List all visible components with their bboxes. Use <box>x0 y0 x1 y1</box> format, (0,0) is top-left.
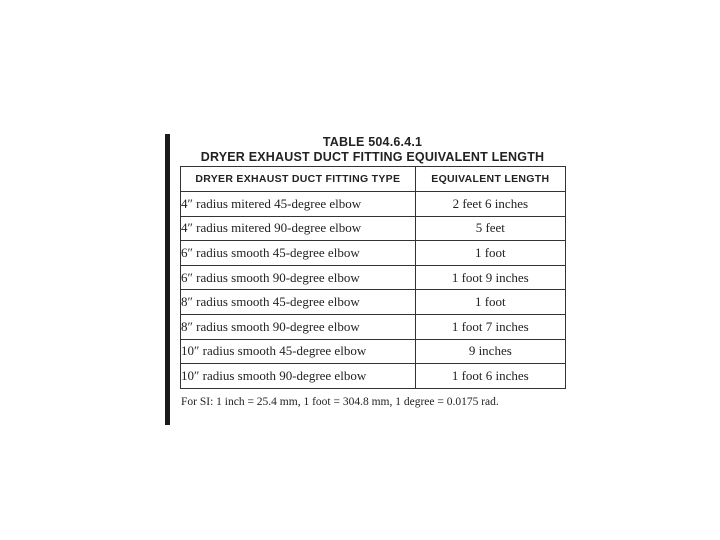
fitting-type-cell: 4″ radius mitered 90-degree elbow <box>181 216 416 241</box>
equivalent-length-cell: 2 feet 6 inches <box>415 192 565 217</box>
fitting-length-table <box>180 166 566 389</box>
table-title: DRYER EXHAUST DUCT FITTING EQUIVALENT LENGTH <box>200 150 545 164</box>
equivalent-length-cell: 1 foot 9 inches <box>415 265 565 290</box>
fitting-type-cell: 10″ radius smooth 45-degree elbow <box>181 339 416 364</box>
equivalent-length-cell: 9 inches <box>415 339 565 364</box>
table-row <box>181 265 566 290</box>
margin-bar <box>165 134 170 425</box>
header-row <box>181 167 566 192</box>
table-title-block <box>180 135 565 165</box>
equivalent-length-cell: 1 foot <box>415 241 565 266</box>
header-equivalent-length: EQUIVALENT LENGTH <box>415 167 565 192</box>
fitting-type-cell: 10″ radius smooth 90-degree elbow <box>181 364 416 389</box>
fitting-type-cell: 8″ radius smooth 45-degree elbow <box>181 290 416 315</box>
header-fitting-type: DRYER EXHAUST DUCT FITTING TYPE <box>181 167 416 192</box>
fitting-type-cell: 6″ radius smooth 90-degree elbow <box>181 265 416 290</box>
table-row <box>181 241 566 266</box>
fitting-type-cell: 4″ radius mitered 45-degree elbow <box>181 192 416 217</box>
table-row <box>181 216 566 241</box>
table-row <box>181 314 566 339</box>
table-row <box>181 290 566 315</box>
equivalent-length-cell: 1 foot <box>415 290 565 315</box>
equivalent-length-cell: 5 feet <box>415 216 565 241</box>
equivalent-length-cell: 1 foot 6 inches <box>415 364 565 389</box>
equivalent-length-cell: 1 foot 7 inches <box>415 314 565 339</box>
table-row <box>181 192 566 217</box>
si-conversion-footnote: For SI: 1 inch = 25.4 mm, 1 foot = 304.8 mm, 1 degree = 0.0175 rad. <box>181 396 499 408</box>
table-number: TABLE 504.6.4.1 <box>322 135 423 149</box>
table-row <box>181 364 566 389</box>
fitting-type-cell: 6″ radius smooth 45-degree elbow <box>181 241 416 266</box>
fitting-type-cell: 8″ radius smooth 90-degree elbow <box>181 314 416 339</box>
table-row <box>181 339 566 364</box>
